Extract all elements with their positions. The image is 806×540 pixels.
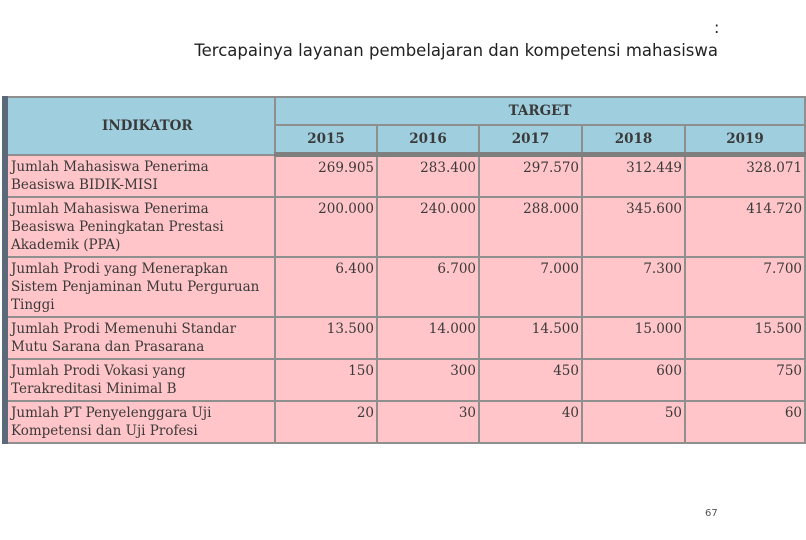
value-cell: 14.500	[479, 317, 582, 359]
indicator-header: INDIKATOR	[5, 97, 275, 155]
value-cell: 297.570	[479, 155, 582, 197]
value-cell: 312.449	[582, 155, 685, 197]
value-cell: 7.000	[479, 257, 582, 317]
indicator-cell: Jumlah Mahasiswa Penerima Beasiswa BIDIK-MISI	[5, 155, 275, 197]
value-cell: 15.500	[685, 317, 805, 359]
year-header: 2019	[685, 125, 805, 155]
year-header: 2015	[275, 125, 377, 155]
year-header: 2018	[582, 125, 685, 155]
value-cell: 345.600	[582, 197, 685, 257]
table-row	[5, 317, 805, 359]
title-colon: :	[714, 18, 720, 37]
table-row	[5, 257, 805, 317]
year-header: 2017	[479, 125, 582, 155]
table-row	[5, 155, 805, 197]
value-cell: 240.000	[377, 197, 479, 257]
target-header: TARGET	[275, 97, 805, 125]
value-cell: 414.720	[685, 197, 805, 257]
value-cell: 14.000	[377, 317, 479, 359]
indicator-cell: Jumlah Mahasiswa Penerima Beasiswa Peningkatan Prestasi Akademik (PPA)	[5, 197, 275, 257]
value-cell: 200.000	[275, 197, 377, 257]
indicator-cell: Jumlah Prodi Vokasi yang Terakreditasi Minimal B	[5, 359, 275, 401]
target-table	[2, 96, 806, 444]
value-cell: 7.300	[582, 257, 685, 317]
value-cell: 6.400	[275, 257, 377, 317]
slide-title: Tercapainya layanan pembelajaran dan kompetensi mahasiswa	[194, 41, 718, 60]
value-cell: 269.905	[275, 155, 377, 197]
year-header: 2016	[377, 125, 479, 155]
value-cell: 6.700	[377, 257, 479, 317]
value-cell: 288.000	[479, 197, 582, 257]
indicator-cell: Jumlah Prodi yang Menerapkan Sistem Penjaminan Mutu Perguruan Tinggi	[5, 257, 275, 317]
table-row	[5, 197, 805, 257]
value-cell: 7.700	[685, 257, 805, 317]
indicator-cell: Jumlah PT Penyelenggara Uji Kompetensi dan Uji Profesi	[5, 401, 275, 443]
value-cell: 450	[479, 359, 582, 401]
value-cell: 300	[377, 359, 479, 401]
target-table-image	[2, 96, 803, 439]
value-cell: 30	[377, 401, 479, 443]
value-cell: 750	[685, 359, 805, 401]
table-row	[5, 359, 805, 401]
page-number: 67	[705, 508, 718, 519]
value-cell: 283.400	[377, 155, 479, 197]
value-cell: 40	[479, 401, 582, 443]
value-cell: 150	[275, 359, 377, 401]
value-cell: 20	[275, 401, 377, 443]
value-cell: 600	[582, 359, 685, 401]
value-cell: 13.500	[275, 317, 377, 359]
indicator-cell: Jumlah Prodi Memenuhi Standar Mutu Sarana dan Prasarana	[5, 317, 275, 359]
table-row	[5, 401, 805, 443]
value-cell: 15.000	[582, 317, 685, 359]
value-cell: 60	[685, 401, 805, 443]
value-cell: 50	[582, 401, 685, 443]
value-cell: 328.071	[685, 155, 805, 197]
